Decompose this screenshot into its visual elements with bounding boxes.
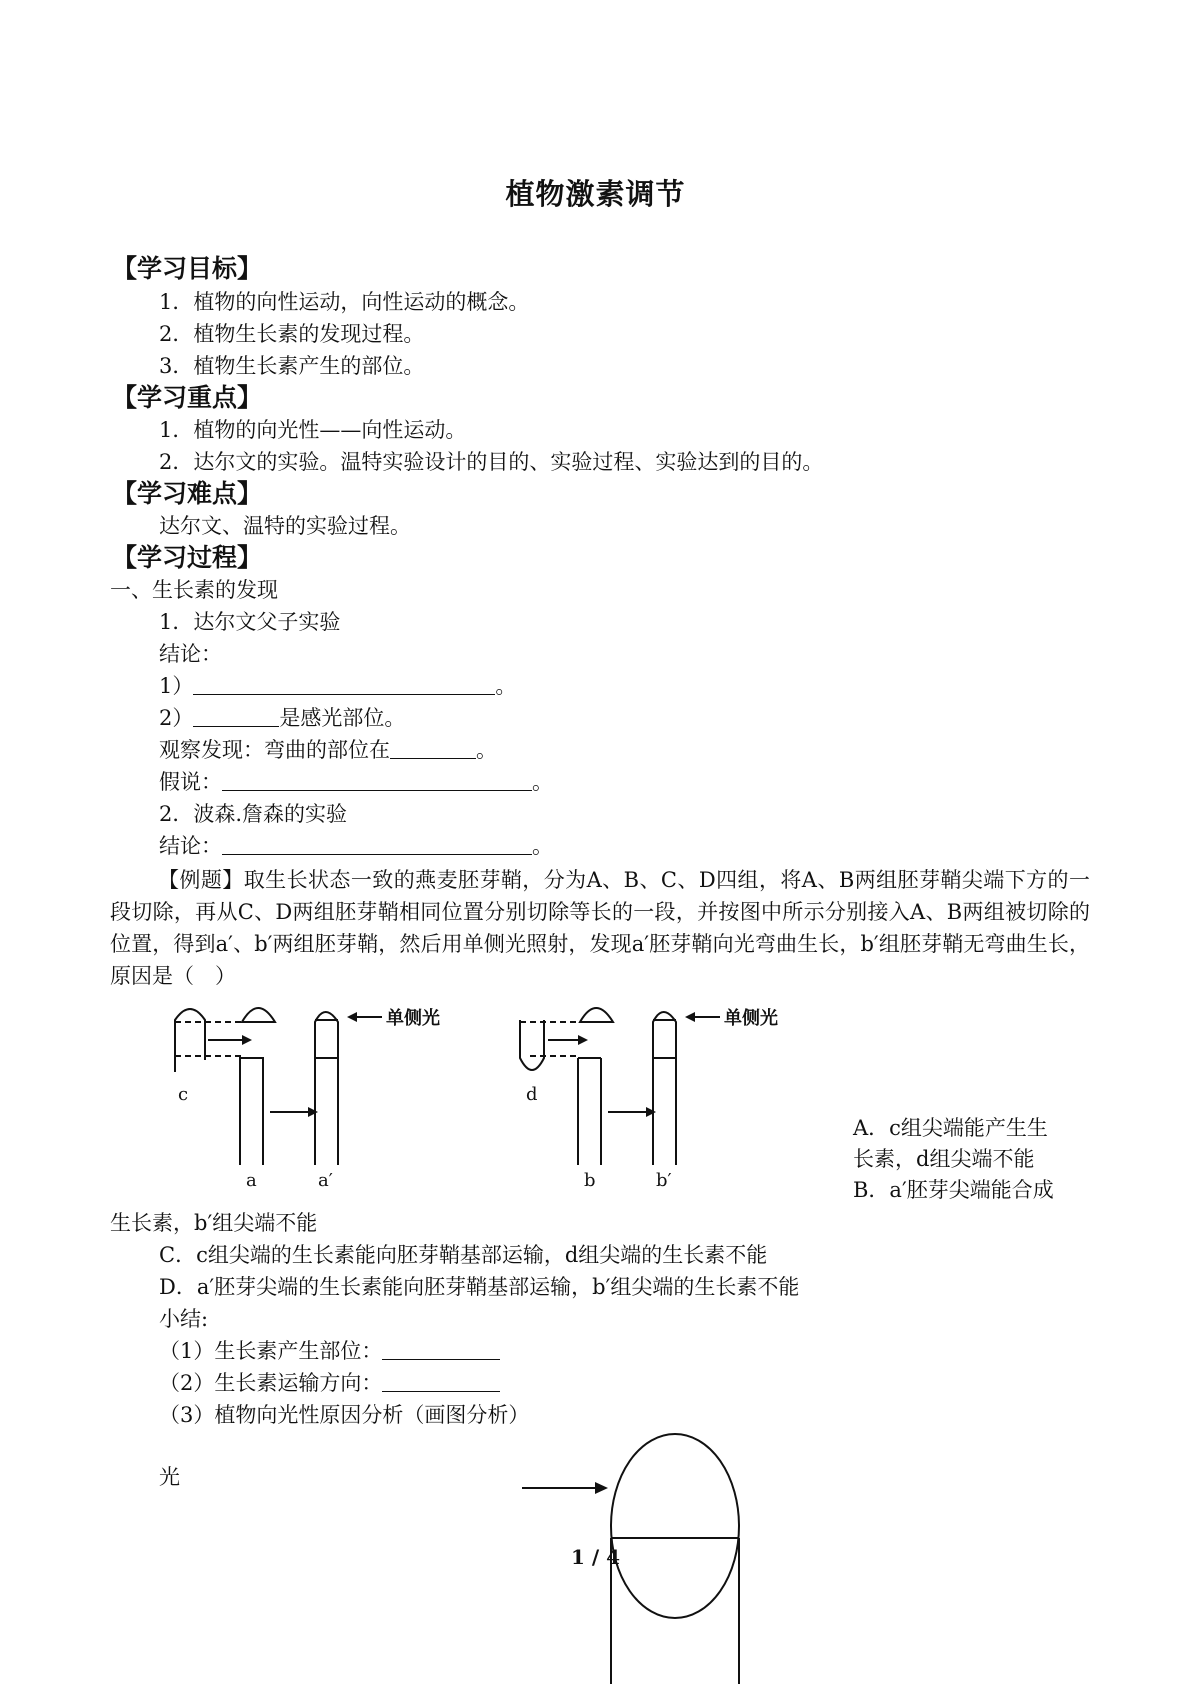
goal-item: 3．植物生长素产生的部位。 — [159, 354, 425, 378]
arrow-head — [347, 1012, 357, 1022]
observation-prefix: 观察发现：弯曲的部位在 — [159, 738, 390, 762]
experiment-title: 2．波森.詹森的实验 — [159, 802, 348, 826]
focus-item: 2．达尔文的实验。温特实验设计的目的、实验过程、实验达到的目的。 — [159, 450, 824, 474]
fill-blank[interactable] — [382, 1337, 500, 1360]
hypothesis-line — [159, 767, 553, 797]
option-b-continued: 生长素，b′组尖端不能 — [110, 1211, 318, 1235]
label-c: c — [178, 1084, 189, 1105]
experiment-figure — [150, 1000, 850, 1200]
goal-item: 2．植物生长素的发现过程。 — [159, 322, 425, 346]
conclusion-line-3 — [159, 831, 553, 861]
page-title: 植物激素调节 — [505, 177, 686, 211]
fill-blank[interactable] — [193, 704, 279, 727]
summary-label: 小结: — [159, 1307, 209, 1331]
experiment-title: 1．达尔文父子实验 — [159, 610, 341, 634]
process-heading: 【学习过程】 — [112, 543, 263, 572]
conclusion-line-1 — [159, 671, 516, 701]
summary-item-2 — [159, 1368, 500, 1398]
goal-item: 1．植物的向性运动，向性运动的概念。 — [159, 290, 530, 314]
arrow-head — [308, 1107, 318, 1117]
label-a-prime: a′ — [318, 1170, 333, 1191]
coleoptile-d — [520, 1020, 544, 1070]
conclusion-prefix: 1） — [159, 674, 194, 698]
stem-a-top — [240, 1058, 263, 1060]
arrow-head — [685, 1012, 695, 1022]
conclusion-prefix: 结论： — [159, 834, 222, 858]
summary-item-1 — [159, 1336, 500, 1366]
light-label: 单侧光 — [386, 1008, 440, 1029]
observation-line — [159, 735, 497, 765]
section-title: 一、生长素的发现 — [110, 578, 278, 602]
summary-text: （1）生长素产生部位： — [159, 1339, 383, 1363]
coleoptile-tip — [611, 1434, 739, 1618]
coleoptile-a-prime — [315, 1012, 338, 1165]
label-b: b — [584, 1170, 596, 1191]
focus-heading: 【学习重点】 — [112, 383, 263, 412]
light-label: 单侧光 — [724, 1008, 778, 1029]
option-a-line: 长素，d组尖端不能 — [853, 1147, 1035, 1171]
conclusion-suffix: 是感光部位。 — [279, 706, 406, 730]
conclusion-suffix: 。 — [532, 834, 553, 858]
option-a — [853, 1113, 1093, 1206]
goals-heading: 【学习目标】 — [112, 254, 263, 283]
hypothesis-prefix: 假说： — [159, 770, 222, 794]
light-text: 光 — [159, 1465, 180, 1489]
observation-suffix: 。 — [476, 738, 497, 762]
conclusion-suffix: 。 — [495, 674, 517, 698]
conclusion-label: 结论： — [159, 642, 222, 666]
coleoptile-c — [175, 1009, 205, 1060]
conclusion-prefix: 2） — [159, 706, 194, 730]
arrow-head — [646, 1107, 656, 1117]
fill-blank[interactable] — [222, 832, 532, 855]
fill-blank[interactable] — [382, 1369, 500, 1392]
focus-item: 1．植物的向光性——向性运动。 — [159, 418, 467, 442]
difficulty-text: 达尔文、温特的实验过程。 — [159, 514, 411, 538]
option-c: C．c组尖端的生长素能向胚芽鞘基部运输，d组尖端的生长素不能 — [159, 1243, 768, 1267]
summary-text: （2）生长素运输方向： — [159, 1371, 383, 1395]
hypothesis-suffix: 。 — [532, 770, 553, 794]
label-d: d — [526, 1084, 538, 1105]
summary-item-3: （3）植物向光性原因分析（画图分析） — [159, 1403, 530, 1427]
arrow-head — [242, 1035, 252, 1045]
conclusion-line-2 — [159, 703, 405, 733]
fill-blank[interactable] — [222, 768, 532, 791]
option-a-line: A．c组尖端能产生生 — [853, 1116, 1048, 1140]
arrow-head — [595, 1482, 608, 1494]
label-b-prime: b′ — [656, 1170, 672, 1191]
option-b-line: B．a′胚芽尖端能合成 — [853, 1178, 1054, 1202]
tip-dome — [580, 1008, 613, 1022]
coleoptile-b-prime — [653, 1012, 676, 1165]
fill-blank[interactable] — [390, 736, 476, 759]
tip-dome — [242, 1008, 275, 1022]
arrow-head — [578, 1035, 588, 1045]
example-question: 【例题】取生长状态一致的燕麦胚芽鞘，分为A、B、C、D四组，将A、B两组胚芽鞘尖端下方的一段切除，再从C、D两组胚芽鞘相同位置分别切除等长的一段，并按图中所示分别接入A、B两组被切除的位置，得到a′、b′两组胚芽鞘，然后用单侧光照射，发现a′胚芽鞘向光弯曲生长，b′组胚芽鞘无弯曲生长，原因是（ ） — [110, 868, 1090, 988]
label-a: a — [246, 1170, 257, 1191]
page-number: 1 / 4 — [570, 1545, 621, 1569]
difficulty-heading: 【学习难点】 — [112, 479, 263, 508]
option-d: D．a′胚芽尖端的生长素能向胚芽鞘基部运输，b′组尖端的生长素不能 — [159, 1275, 800, 1299]
fill-blank[interactable] — [193, 672, 495, 695]
